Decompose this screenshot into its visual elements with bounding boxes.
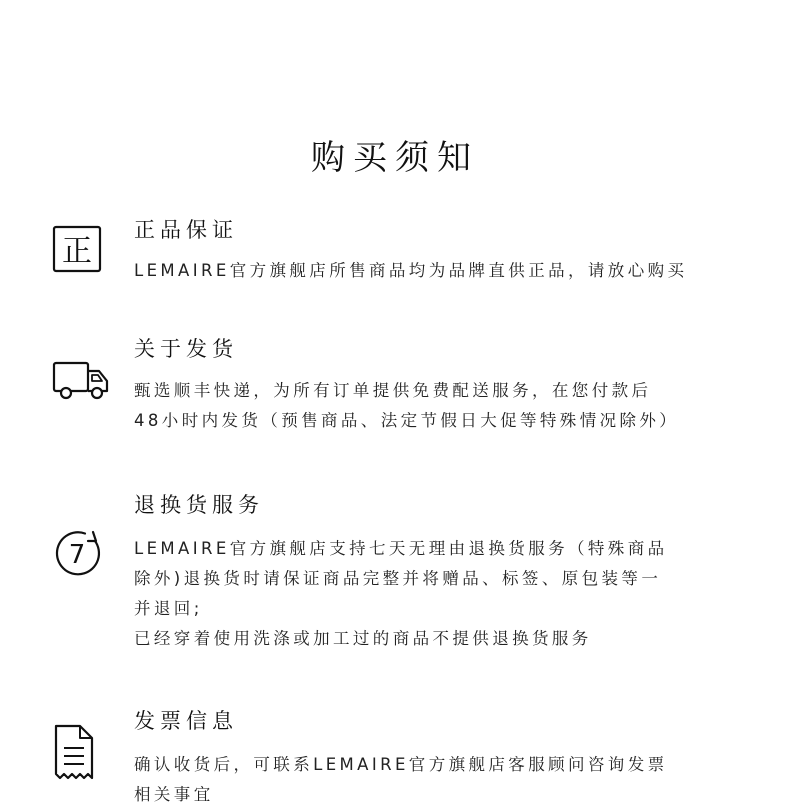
section-heading: 发票信息 (134, 709, 238, 733)
body-line: 相关事宜 (134, 785, 214, 804)
body-line: 并退回; (134, 599, 203, 618)
body-line: LEMAIRE官方旗舰店所售商品均为品牌直供正品，请放心购买 (134, 261, 688, 280)
section-heading: 关于发货 (134, 337, 238, 361)
section-body (134, 256, 734, 286)
invoice-receipt-icon (52, 724, 96, 782)
body-line: LEMAIRE官方旗舰店支持七天无理由退换货服务（特殊商品 (134, 539, 668, 558)
body-line: 甄选顺丰快递，为所有订单提供免费配送服务，在您付款后 (134, 381, 652, 400)
section-body (134, 376, 734, 436)
authentic-badge-icon (52, 225, 104, 275)
seven-day-return-icon (52, 529, 106, 579)
section-body (134, 534, 734, 654)
section-body (134, 750, 734, 810)
seven-day-glyph: 7 (68, 540, 86, 570)
body-line: 已经穿着使用洗涤或加工过的商品不提供退换货服务 (134, 629, 592, 648)
body-line: 除外)退换货时请保证商品完整并将赠品、标签、原包装等一 (134, 569, 662, 588)
page-title: 购买须知 (311, 137, 479, 178)
authentic-badge-glyph: 正 (62, 234, 92, 269)
section-heading: 正品保证 (134, 218, 238, 242)
body-line: 48小时内发货（预售商品、法定节假日大促等特殊情况除外） (134, 411, 680, 430)
body-line: 确认收货后，可联系LEMAIRE官方旗舰店客服顾问咨询发票 (134, 755, 668, 774)
section-heading: 退换货服务 (134, 493, 264, 517)
delivery-truck-icon (52, 359, 110, 403)
